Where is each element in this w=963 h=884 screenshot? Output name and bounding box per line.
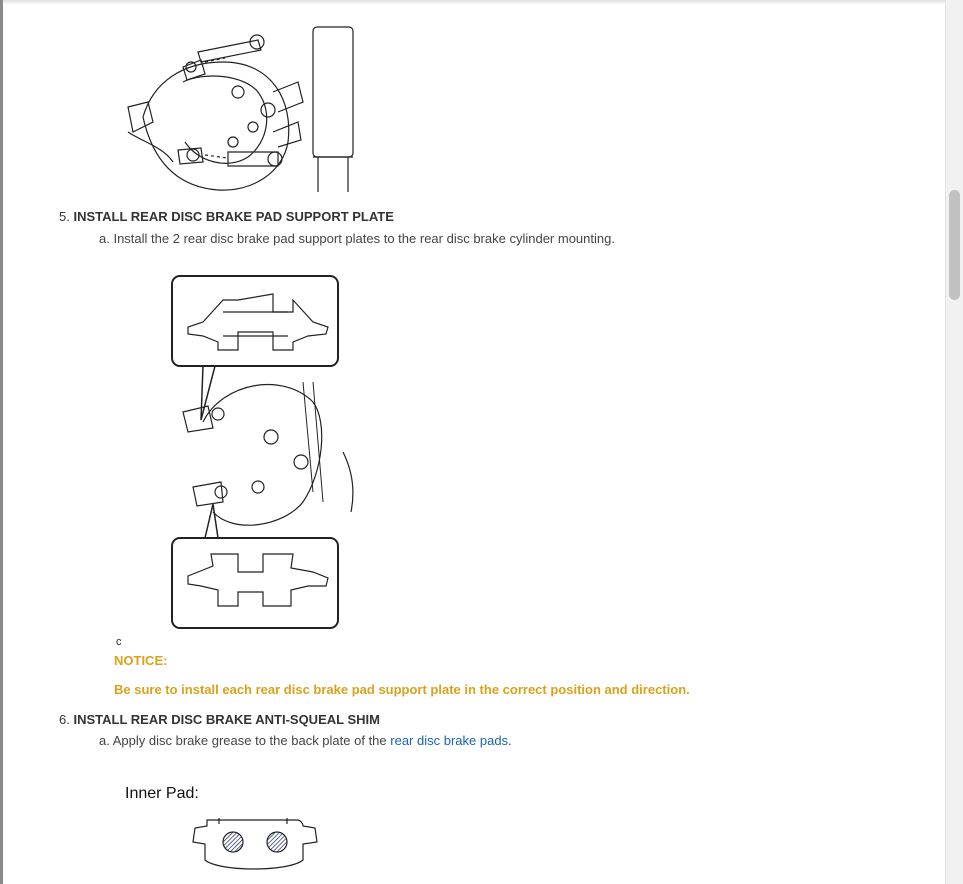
step-title: INSTALL REAR DISC BRAKE ANTI-SQUEAL SHIM xyxy=(73,712,380,727)
step-number: 5. xyxy=(59,209,70,224)
document-content xyxy=(3,0,945,884)
rear-disc-brake-pads-link[interactable]: rear disc brake pads xyxy=(390,733,509,748)
figure-caption: c xyxy=(116,636,122,648)
substep-text: Install the 2 rear disc brake pad support plates to the rear disc brake cylinder mounting. xyxy=(113,231,615,246)
step-number: 6. xyxy=(59,712,70,727)
step-6 xyxy=(59,712,380,727)
caliper-bolts-illustration xyxy=(123,22,363,197)
step-5a xyxy=(99,231,615,246)
notice-label: NOTICE: xyxy=(114,653,168,668)
substep-letter: a. xyxy=(99,733,110,748)
notice-text: Be sure to install each rear disc brake pad support plate in the correct position and direction. xyxy=(114,682,690,697)
step-title: INSTALL REAR DISC BRAKE PAD SUPPORT PLATE xyxy=(73,209,394,224)
support-plate-illustration xyxy=(163,272,363,634)
inner-pad-illustration xyxy=(189,812,325,884)
scrollbar-thumb[interactable] xyxy=(949,190,960,300)
vertical-scrollbar[interactable] xyxy=(945,0,963,884)
substep-text-after: . xyxy=(508,733,512,748)
step-5 xyxy=(59,209,394,224)
step-6a xyxy=(99,733,512,748)
inner-pad-label: Inner Pad: xyxy=(125,785,199,802)
substep-text-before: Apply disc brake grease to the back plate of the xyxy=(112,733,391,748)
substep-letter: a. xyxy=(99,231,110,246)
